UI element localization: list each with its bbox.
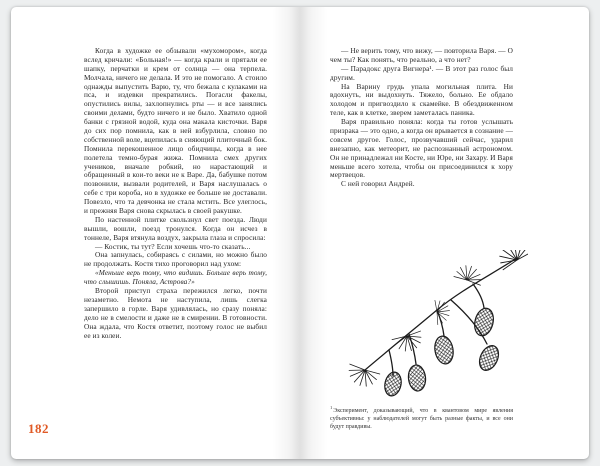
paragraph: На Варину грудь упала могильная плита. Ни вдохнуть, ни выдохнуть. Тяжело, больно. Ее обдало холодом и пригвоздило к скамейке. В обездвиженном теле, как в клетке, зверем заметалась паника. [330, 81, 513, 118]
dialogue-line: — Не верить тому, что вижу, — повторила Варя. — О чем ты? Как понять, что реально, а что нет? [330, 46, 513, 64]
paragraph: С ней говорил Андрей. [341, 179, 415, 189]
pine-branch-drawing [346, 250, 528, 400]
footnote-text: Эксперимент, доказывающий, что в квантовом мире явления субъективны: у наблюдателей могут быть разные факты, и все они будут правдивы. [330, 408, 513, 430]
paragraph: По настенной плитке скользнул свет поезда. Люди вышли, вошли, поезд тронулся. Когда он исчез в тоннеле, Варя втянула воздух, закрыла глаза и спросила: [84, 214, 267, 242]
paragraph: Когда в художке ее обзывали «мухомором», когда вслед кричали: «Больная!» — когда крали и прятали ее шапку, перчатки и крем от солнца — она терпела. Молчала, ничего не делала. И это не помогало. А стоило однажды выпустить Варю, ту, что бежала с кулаками на пса, и издевки прекратились. Погасли факелы, опустились вилы, захлопнулись рты — и все занялись своими делами, будто ничего и не было. Хватило одной банки с грязной водой, куда она макала кисточки. Варя до сих пор помнила, как в ней взбурлила, словно по собственной воле, вцепилась в сияющий плиточный бок. Помнила перекошенное лицо обидчицы, когда в нее полетела темно-бурая жижа. Помнила смех других учеников, вначале робкий, но нарастающий и обращенный в кои-то веки не к Варе. Да, бабушке потом позвонили, вызвали родителей, и Варя наслушалась о себе с три короба, но в художке ее больше не доставали. Повезло, что та девчонка не стала мстить. Все улеглось, и прежняя Варя снова скрылась в своей ракушке. [84, 46, 267, 216]
quote-paragraph: «Меньше верь тому, что видишь. Больше верь тому, что слышишь. Поняла, Астрова?» [84, 268, 267, 287]
footnote [330, 405, 513, 432]
left-page-text [84, 47, 267, 340]
right-page [300, 7, 589, 459]
right-page-text [330, 47, 513, 189]
paragraph: Второй приступ страха пережился легко, почти незаметно. Немота не наступила, лишь слегка запершило в горле. Варя удивлялась, но сразу поняла: дело не в смелости и даже не в смирении. В готовности. Она ждала, что Костя ответит, поэтому голос не выбил ее из колеи. [84, 286, 267, 340]
paragraph: Она запнулась, собираясь с силами, но можно было не продолжать. Костя тихо проговорил над ухом: [84, 250, 267, 269]
left-page [11, 7, 300, 459]
book-spread [11, 7, 589, 459]
pine-cones [383, 306, 503, 397]
footnote-marker: 1 [330, 405, 333, 410]
paragraph: Варя правильно поняла: когда ты готов услышать призрака — это одно, а когда он врывается в сознание — совсем другое. Голос, прозвучавший сейчас, ударил внезапно, как метеорит, не распознанный астрономом. Он не принадлежал ни Косте, ни Юре, ни Захару. И Варя меньше всего хотела, чтобы он присоединился к хору мертвецов. [330, 117, 513, 180]
dialogue-line: — Костик, ты тут? Если хочешь что-то сказать... [95, 241, 251, 251]
dialogue-line: — Парадокс друга Вигнера¹. — В этот раз голос был другим. [330, 63, 513, 82]
page-number: 182 [28, 421, 49, 436]
pine-branch-illustration [346, 250, 528, 400]
